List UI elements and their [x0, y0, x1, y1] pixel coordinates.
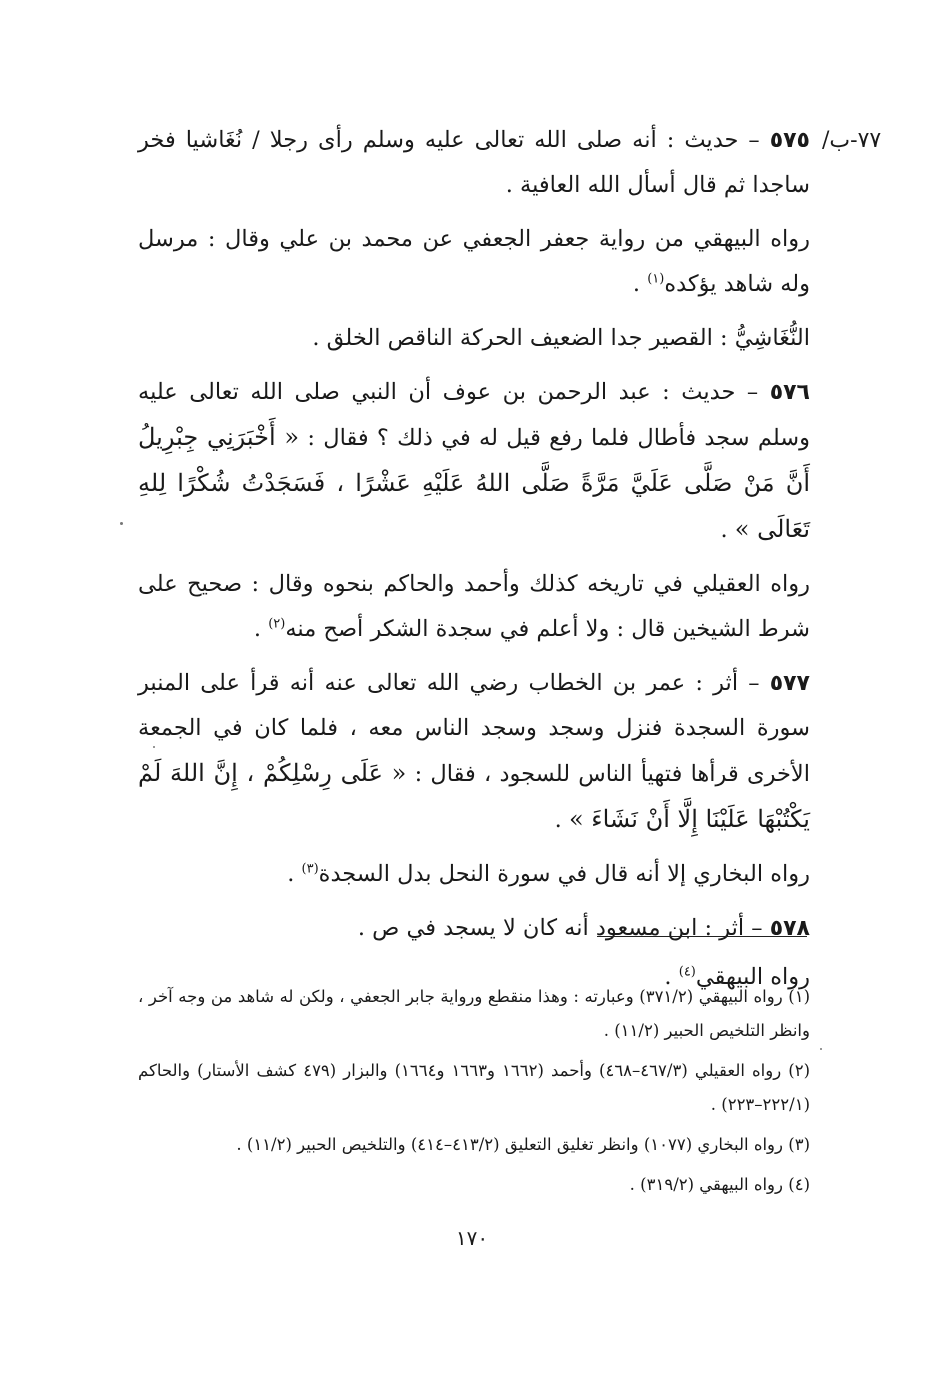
page-number: ١٧٠ — [455, 1226, 489, 1250]
entry-number: ٥٧٦ — [769, 380, 810, 405]
footnote-divider — [597, 936, 807, 937]
entry-text: – أثر : ابن مسعود أنه كان لا يسجد في ص . — [357, 915, 770, 941]
scan-speck — [153, 746, 155, 748]
commentary-text: رواه البخاري إلا أنه قال في سورة النحل بدل السجدة — [318, 861, 810, 887]
footnotes — [138, 980, 810, 1208]
footnote-1: (١) رواه البيهقي (٣٧١/٢) وعبارته : وهذا منقطع ورواية جابر الجعفي ، ولكن له شاهد من وجه آخر ، وانظر التلخيص الحبير (١١/٢) . — [138, 987, 810, 1040]
entry-575 — [138, 118, 810, 208]
footnote-2: (٢) رواه العقيلي (٤٦٧/٣–٤٦٨) وأحمد (١٦٦٢ و١٦٦٣ و١٦٦٤) والبزار (٤٧٩ كشف الأستار) والحاكم (٢٢٢/١–٢٢٣) . — [138, 1061, 810, 1114]
entry-end: . — [554, 807, 569, 833]
entry-578 — [138, 906, 810, 951]
footnote-ref: (٤) — [678, 964, 696, 980]
athar-quote: « عَلَى رِسْلِكُمْ ، إِنَّ اللهَ لَمْ يَكْتُبْهَا عَلَيْنَا إِلَّا أَنْ نَشَاءَ » — [138, 759, 810, 833]
commentary-text: رواه العقيلي في تاريخه كذلك وأحمد والحاكم بنحوه وقال : صحيح على شرط الشيخين قال : ولا أعلم في سجدة الشكر أصح منه — [138, 571, 810, 642]
entry-end: . — [720, 517, 735, 543]
commentary-text: رواه البيهقي — [695, 964, 810, 990]
entry-number: ٥٧٥ — [769, 128, 810, 153]
entry-575-gloss — [138, 316, 810, 361]
commentary-end: . — [632, 271, 648, 297]
entry-text: – حديث : عبد الرحمن بن عوف أن النبي صلى الله تعالى عليه وسلم سجد فأطال فلما رفع قيل له في ذلك ؟ فقال : — [138, 379, 810, 451]
footnote-3: (٣) رواه البخاري (١٠٧٧) وانظر تغليق التعليق (٤١٣/٢–٤١٤) والتلخيص الحبير (١١/٢) . — [236, 1135, 810, 1154]
entry-text: – حديث : أنه صلى الله تعالى عليه وسلم رأى رجلا / نُغَاشيا فخر ساجدا ثم قال أسأل الله العافية . — [138, 127, 810, 198]
footnote-4: (٤) رواه البيهقي (٣١٩/٢) . — [629, 1175, 810, 1194]
manuscript-folio-marker: /٧٧-ب — [822, 128, 882, 153]
scan-speck — [120, 522, 123, 525]
gloss-text: النُّغَاشِيُّ : القصير جدا الضعيف الحركة الناقص الخلق . — [312, 325, 810, 351]
commentary-end: . — [664, 964, 679, 990]
footnote-ref: (١) — [647, 271, 665, 287]
scan-speck — [820, 1048, 822, 1050]
entry-577-commentary — [138, 852, 810, 897]
commentary-end: . — [253, 616, 269, 642]
entry-number: ٥٧٨ — [769, 916, 810, 941]
main-text — [138, 118, 810, 1009]
footnote-ref: (٣) — [301, 861, 319, 877]
commentary-text: رواه البيهقي من رواية جعفر الجعفي عن محمد بن علي وقال : مرسل وله شاهد يؤكده — [138, 226, 810, 297]
commentary-end: . — [287, 861, 302, 887]
footnote-ref: (٢) — [268, 616, 286, 632]
entry-number: ٥٧٧ — [769, 671, 810, 696]
entry-576-commentary — [138, 562, 810, 652]
entry-577 — [138, 661, 810, 843]
entry-text: – أثر : عمر بن الخطاب رضي الله تعالى عنه أنه قرأ على المنبر سورة السجدة فنزل وسجد وسجد الناس معه ، فلما كان في الجمعة الأخرى قرأها فتهيأ الناس للسجود ، فقال : — [138, 670, 810, 787]
entry-575-commentary — [138, 217, 810, 307]
entry-576 — [138, 370, 810, 553]
hadith-quote: « أَخْبَرَنِي جِبْرِيلُ أَنَّ مَنْ صَلَّى عَلَيَّ مَرَّةً صَلَّى اللهُ عَلَيْهِ عَشْرًا ، فَسَجَدْتُ شُكْرًا لِلهِ تَعَالَى » — [138, 423, 810, 543]
